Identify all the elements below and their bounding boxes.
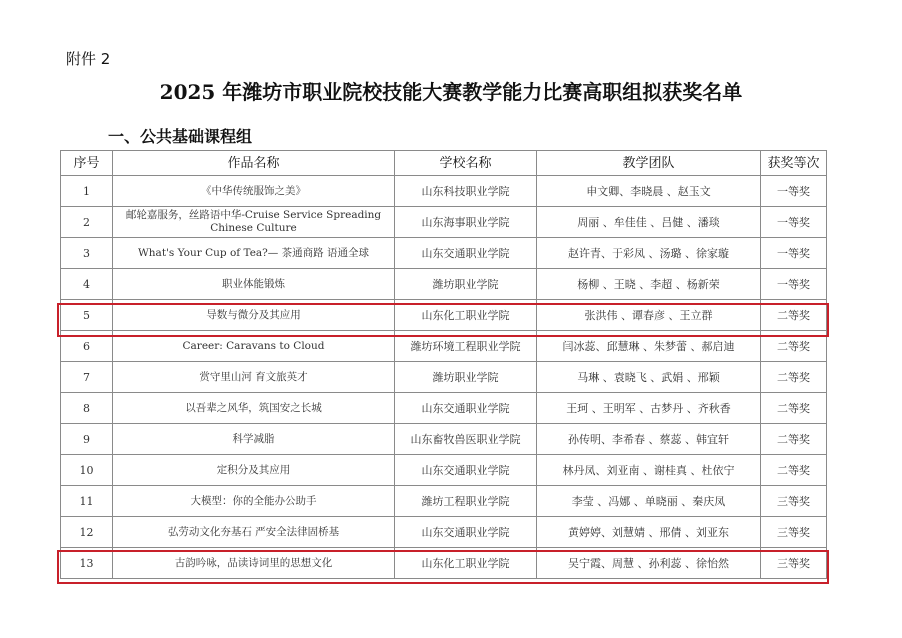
cell-no: 7	[61, 362, 113, 393]
table-row	[61, 238, 827, 269]
header-no: 序号	[61, 151, 113, 176]
cell-school: 潍坊职业学院	[395, 269, 537, 300]
cell-no: 8	[61, 393, 113, 424]
cell-work: 定积分及其应用	[113, 455, 395, 486]
table-row	[61, 424, 827, 455]
cell-school: 潍坊工程职业学院	[395, 486, 537, 517]
cell-school: 山东交通职业学院	[395, 517, 537, 548]
awards-table	[60, 150, 827, 579]
cell-award: 一等奖	[761, 269, 827, 300]
table-row	[61, 331, 827, 362]
cell-award: 二等奖	[761, 362, 827, 393]
attachment-label: 附件 2	[66, 50, 111, 68]
cell-award: 二等奖	[761, 455, 827, 486]
cell-school: 山东化工职业学院	[395, 548, 537, 579]
table-row	[61, 176, 827, 207]
cell-no: 12	[61, 517, 113, 548]
cell-school: 山东海事职业学院	[395, 207, 537, 238]
cell-school: 山东交通职业学院	[395, 393, 537, 424]
cell-team: 王珂 、王明军 、古梦丹 、齐秋香	[537, 393, 761, 424]
cell-award: 三等奖	[761, 548, 827, 579]
cell-no: 10	[61, 455, 113, 486]
cell-school: 潍坊环境工程职业学院	[395, 331, 537, 362]
cell-award: 一等奖	[761, 176, 827, 207]
document-title: 2025 年潍坊市职业院校技能大赛教学能力比赛高职组拟获奖名单	[159, 80, 743, 104]
header-award: 获奖等次	[761, 151, 827, 176]
cell-team: 赵许青、于彩凤 、汤璐 、徐家璇	[537, 238, 761, 269]
cell-work: Career: Caravans to Cloud	[113, 331, 395, 362]
header-school: 学校名称	[395, 151, 537, 176]
cell-work: 大模型：你的全能办公助手	[113, 486, 395, 517]
header-work: 作品名称	[113, 151, 395, 176]
cell-no: 2	[61, 207, 113, 238]
cell-no: 6	[61, 331, 113, 362]
cell-team: 闫冰蕊、邱慧琳 、朱梦蕾 、郝启迪	[537, 331, 761, 362]
table-row	[61, 362, 827, 393]
cell-no: 1	[61, 176, 113, 207]
cell-team: 周丽 、牟佳佳 、吕健 、潘琰	[537, 207, 761, 238]
cell-work: 导数与微分及其应用	[113, 300, 395, 331]
table-row	[61, 393, 827, 424]
cell-school: 山东交通职业学院	[395, 455, 537, 486]
cell-work: 古韵吟咏，品读诗词里的思想文化	[113, 548, 395, 579]
cell-award: 三等奖	[761, 486, 827, 517]
cell-work: 《中华传统服饰之美》	[113, 176, 395, 207]
cell-no: 3	[61, 238, 113, 269]
header-team: 教学团队	[537, 151, 761, 176]
cell-team: 申文卿、李晓晨 、赵玉文	[537, 176, 761, 207]
section-heading: 一、公共基础课程组	[108, 127, 253, 146]
table-row	[61, 269, 827, 300]
cell-work: 赏守里山河 育文旅英才	[113, 362, 395, 393]
cell-award: 二等奖	[761, 331, 827, 362]
cell-school: 潍坊职业学院	[395, 362, 537, 393]
cell-school: 山东科技职业学院	[395, 176, 537, 207]
table-row	[61, 207, 827, 238]
cell-no: 9	[61, 424, 113, 455]
cell-team: 吴宁霞、周慧 、孙利蕊 、徐怡然	[537, 548, 761, 579]
cell-team: 马琳 、袁晓飞 、武娟 、邢颖	[537, 362, 761, 393]
cell-award: 二等奖	[761, 424, 827, 455]
cell-team: 杨柳 、王晓 、李超 、杨新荣	[537, 269, 761, 300]
cell-no: 13	[61, 548, 113, 579]
table-row	[61, 548, 827, 579]
table-header-row	[61, 151, 827, 176]
table-row	[61, 486, 827, 517]
cell-school: 山东交通职业学院	[395, 238, 537, 269]
table-row	[61, 455, 827, 486]
cell-award: 二等奖	[761, 300, 827, 331]
cell-school: 山东畜牧兽医职业学院	[395, 424, 537, 455]
cell-team: 李莹 、冯娜 、单晓丽 、秦庆凤	[537, 486, 761, 517]
cell-team: 黄婷婷、刘慧婧 、邢倩 、刘亚东	[537, 517, 761, 548]
cell-work: 邮轮嘉服务，丝路语中华-Cruise Service Spreading Chinese Culture	[113, 207, 395, 238]
cell-work: 以吾辈之风华，筑国安之长城	[113, 393, 395, 424]
cell-team: 林丹凤、刘亚南 、谢桂真 、杜依宁	[537, 455, 761, 486]
cell-no: 4	[61, 269, 113, 300]
cell-work: 职业体能锻炼	[113, 269, 395, 300]
cell-team: 张洪伟 、谭春彦 、王立群	[537, 300, 761, 331]
cell-no: 11	[61, 486, 113, 517]
cell-work: What's Your Cup of Tea?— 茶通商路 语通全球	[113, 238, 395, 269]
cell-work: 弘劳动文化夯基石 严安全法律固桥基	[113, 517, 395, 548]
cell-work: 科学减脂	[113, 424, 395, 455]
cell-award: 二等奖	[761, 393, 827, 424]
cell-school: 山东化工职业学院	[395, 300, 537, 331]
table-row	[61, 300, 827, 331]
cell-award: 一等奖	[761, 238, 827, 269]
table-row	[61, 517, 827, 548]
cell-team: 孙传明、李希春 、蔡蕊 、韩宜轩	[537, 424, 761, 455]
cell-award: 一等奖	[761, 207, 827, 238]
cell-award: 三等奖	[761, 517, 827, 548]
cell-no: 5	[61, 300, 113, 331]
